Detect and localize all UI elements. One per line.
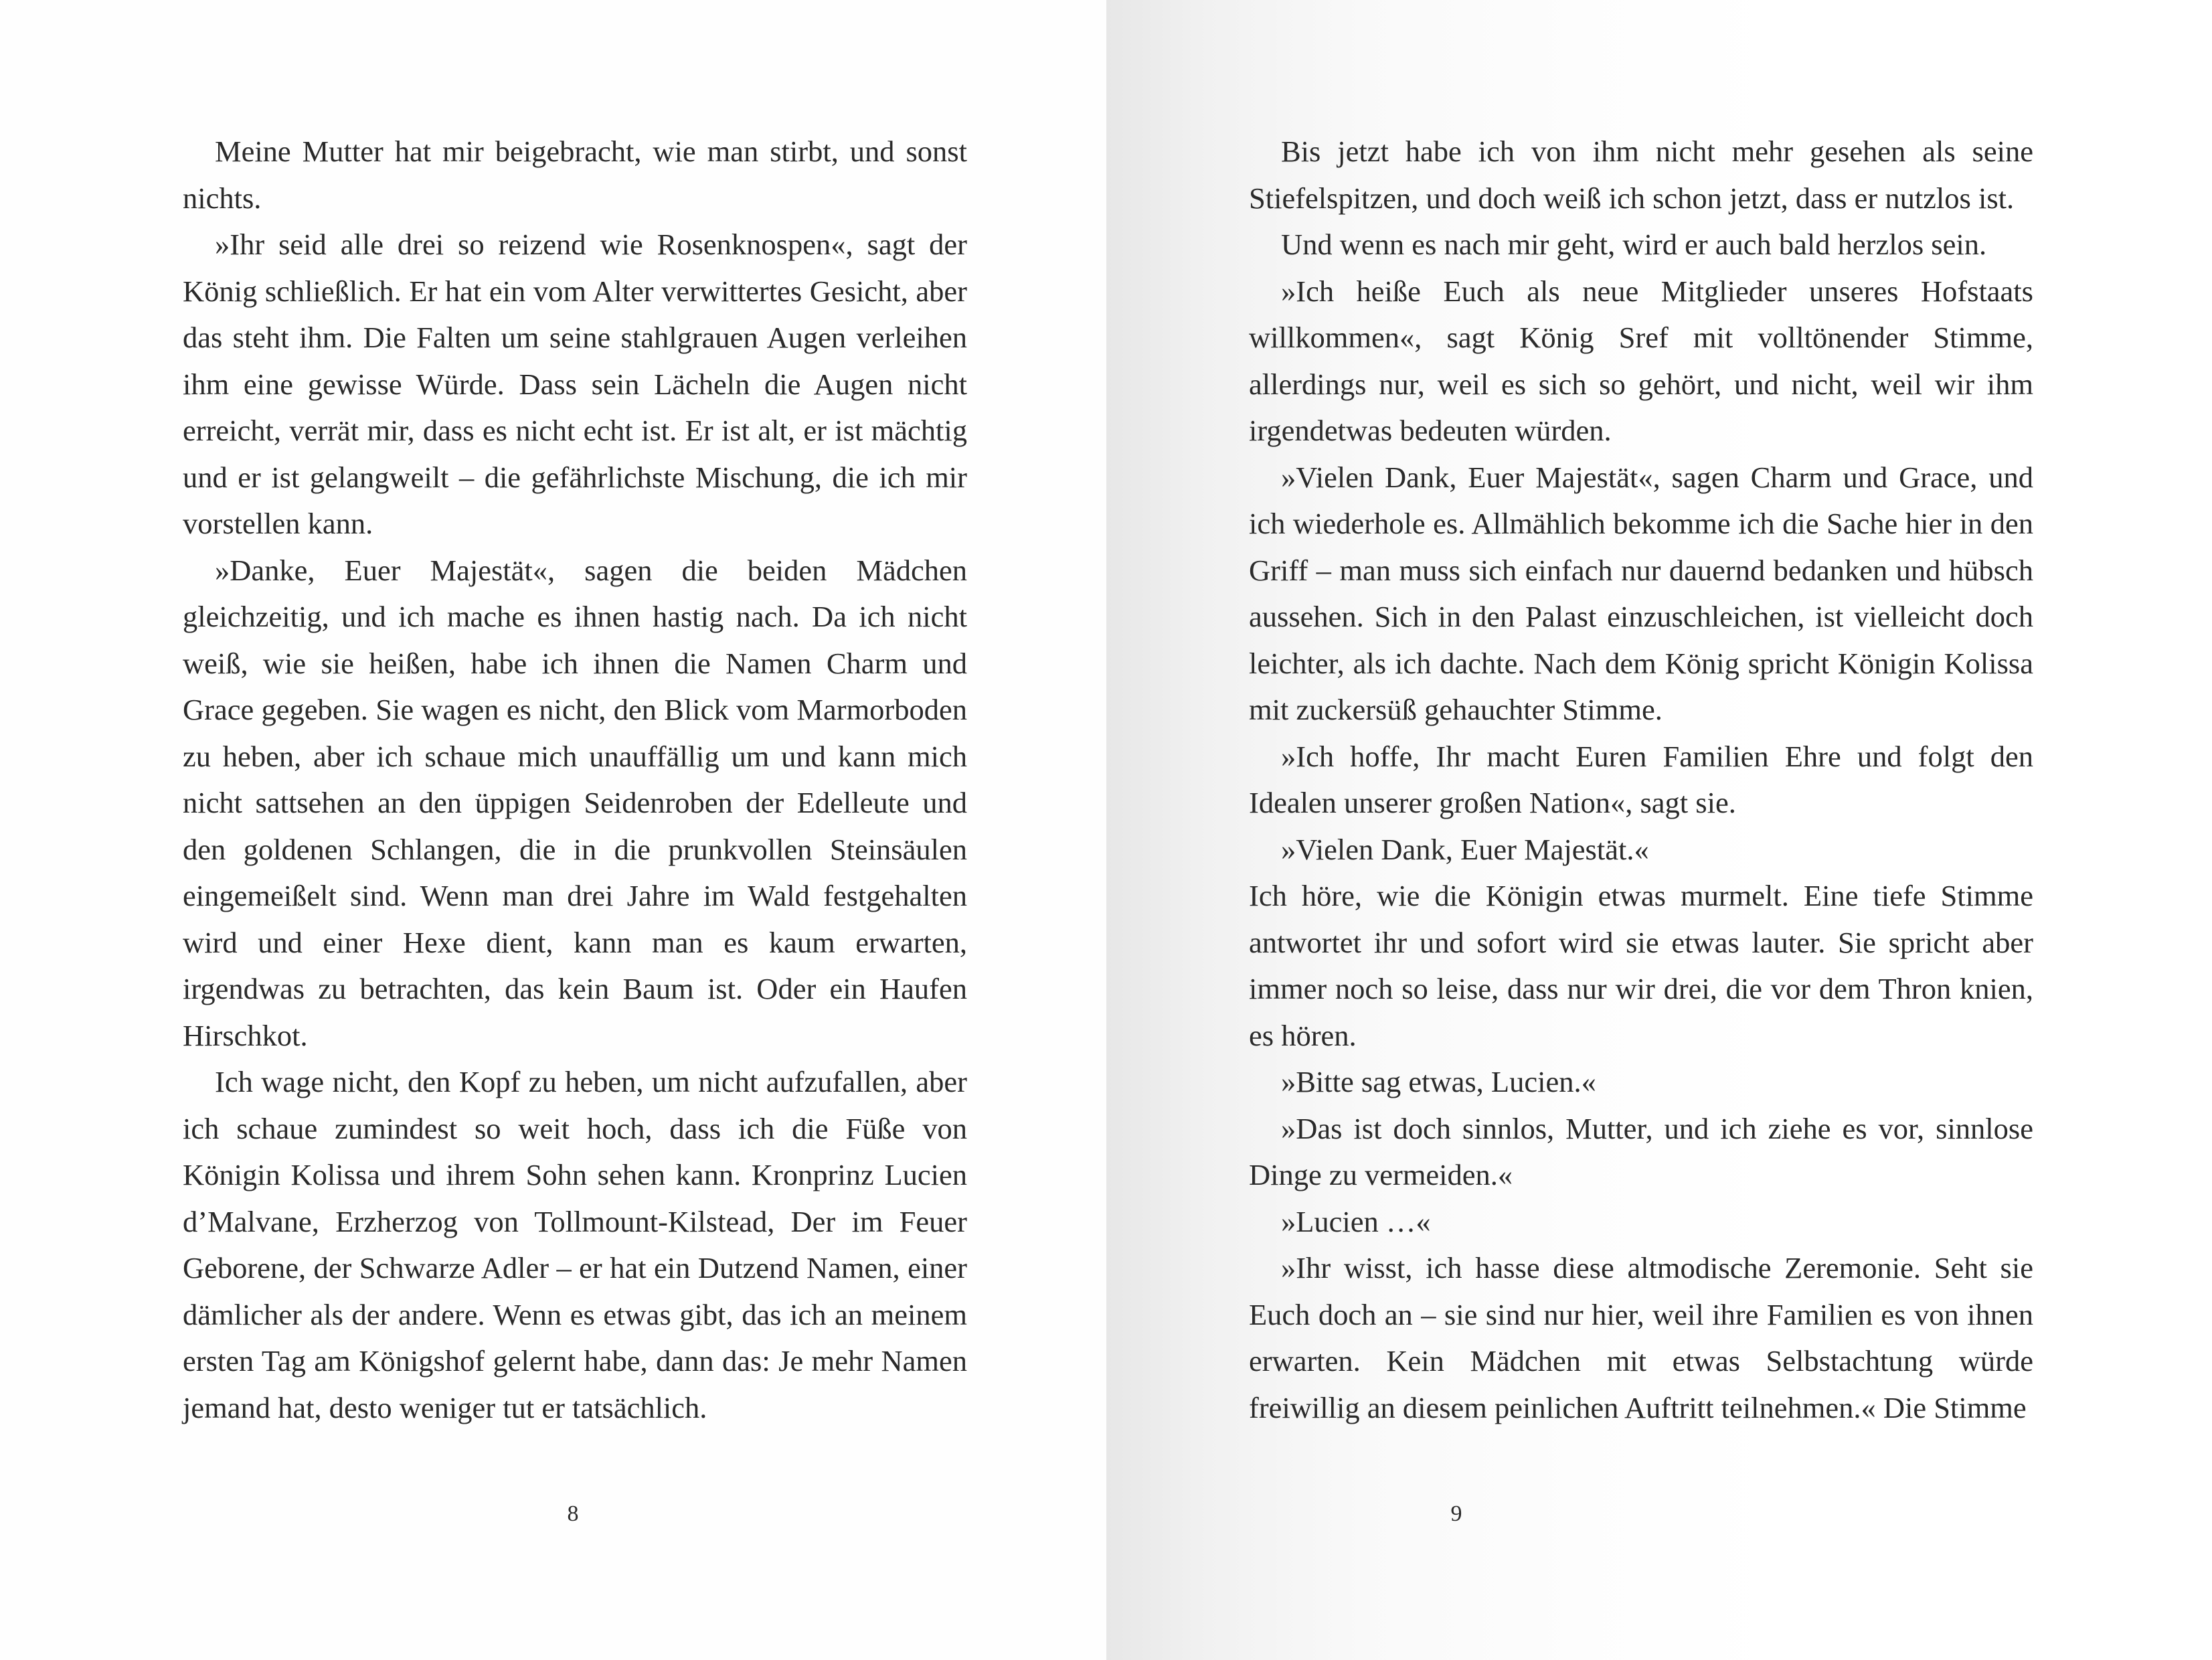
paragraph: »Ihr seid alle drei so reizend wie Rosenknospen«, sagt der König schließlich. Er hat ein vom Alter verwittertes Gesicht, aber das steht ihm. Die Falten um seine stahlgrauen Augen verleihen ihm eine gewisse Würde. Dass sein Lächeln die Augen nicht erreicht, verrät mir, dass es nicht echt ist. Er ist alt, er ist mächtig und er ist gelangweilt – die gefährlichste Mischung, die ich mir vorstellen kann. <box>183 228 967 540</box>
paragraph: »Ihr wisst, ich hasse diese altmodische Zeremonie. Seht sie Euch doch an – sie sind nur hier, weil ihre Familien es von ihnen erwarten. Kein Mädchen mit etwas Selbstachtung würde freiwillig an diesem peinlichen Auftritt teilnehmen.« Die Stimme <box>1249 1251 2033 1424</box>
right-page-text <box>1249 129 2033 1431</box>
right-page <box>1106 0 2212 1660</box>
paragraph: »Lucien …« <box>1281 1204 1431 1238</box>
paragraph: »Vielen Dank, Euer Majestät«, sagen Charm und Grace, und ich wiederhole es. Allmählich bekomme ich die Sache hier in den Griff – man muss sich einfach nur dauernd bedanken und hübsch aussehen. Sich in den Palast einzuschleichen, ist vielleicht doch leichter, als ich dachte. Nach dem König spricht Königin Kolissa mit zuckersüß gehauchter Stimme. <box>1249 460 2033 726</box>
paragraph: Und wenn es nach mir geht, wird er auch bald herzlos sein. <box>1281 228 1987 261</box>
page-number: 9 <box>1450 1501 1462 1526</box>
paragraph: Meine Mutter hat mir beigebracht, wie man stirbt, und sonst nichts. <box>183 135 967 215</box>
left-page-text <box>183 129 967 1431</box>
paragraph: »Danke, Euer Majestät«, sagen die beiden Mädchen gleichzeitig, und ich mache es ihnen hastig nach. Da ich nicht weiß, wie sie heißen, habe ich ihnen die Namen Charm und Grace gegeben. Sie wagen es nicht, den Blick vom Marmorboden zu heben, aber ich schaue mich unauffällig um und kann mich nicht sattsehen an den üppigen Seidenroben der Edelleute und den goldenen Schlangen, die in die prunkvollen Steinsäulen eingemeißelt sind. Wenn man drei Jahre im Wald festgehalten wird und einer Hexe dient, kann man es kaum erwarten, irgendwas zu betrachten, das kein Baum ist. Oder ein Haufen Hirschkot. <box>183 553 967 1052</box>
paragraph: »Vielen Dank, Euer Majestät.« <box>1281 832 1649 866</box>
page-number: 8 <box>567 1501 579 1526</box>
paragraph: »Ich hoffe, Ihr macht Euren Familien Ehre und folgt den Idealen unserer großen Nation«, sagt sie. <box>1249 739 2033 819</box>
paragraph: Ich höre, wie die Königin etwas murmelt. Eine tiefe Stimme antwortet ihr und sofort wird sie etwas lauter. Sie spricht aber immer noch so leise, dass nur wir drei, die vor dem Thron knien, es hören. <box>1249 879 2033 1052</box>
paragraph: »Bitte sag etwas, Lucien.« <box>1281 1065 1596 1098</box>
paragraph: »Das ist doch sinnlos, Mutter, und ich ziehe es vor, sinnlose Dinge zu vermeiden.« <box>1249 1111 2033 1191</box>
paragraph: Ich wage nicht, den Kopf zu heben, um nicht aufzufallen, aber ich schaue zumindest so weit hoch, dass ich die Füße von Königin Kolissa und ihrem Sohn sehen kann. Kronprinz Lucien d’Malvane, Erzherzog von Tollmount-Kilstead, Der im Feuer Geborene, der Schwarze Adler – er hat ein Dutzend Namen, einer dämlicher als der andere. Wenn es etwas gibt, das ich an meinem ersten Tag am Königshof gelernt habe, dann das: Je mehr Namen jemand hat, desto weniger tut er tatsächlich. <box>183 1065 967 1424</box>
paragraph: Bis jetzt habe ich von ihm nicht mehr gesehen als seine Stiefelspitzen, und doch weiß ich schon jetzt, dass er nutzlos ist. <box>1249 135 2033 215</box>
paragraph: »Ich heiße Euch als neue Mitglieder unseres Hofstaats willkommen«, sagt König Sref mit volltönender Stimme, allerdings nur, weil es sich so gehört, und nicht, weil wir ihm irgendetwas bedeuten würden. <box>1249 274 2033 447</box>
